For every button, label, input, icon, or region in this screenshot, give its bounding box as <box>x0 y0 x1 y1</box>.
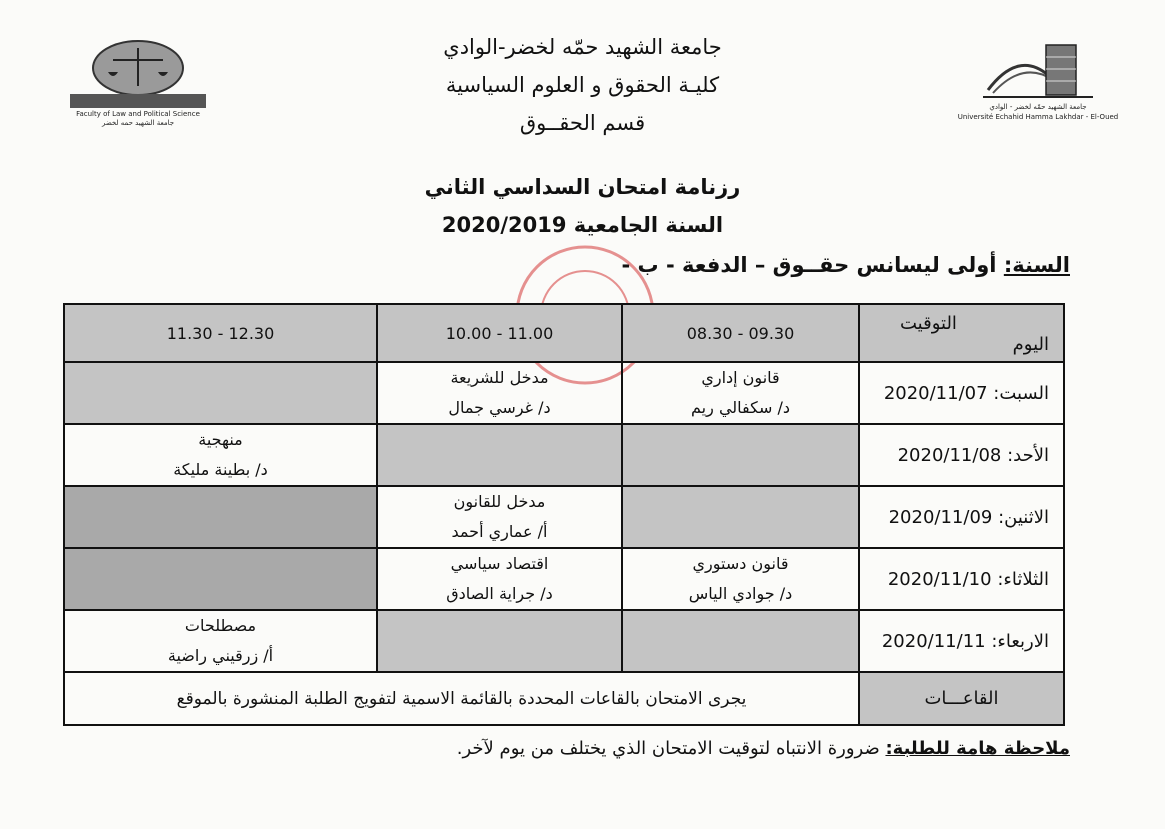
time-header: التوقيت <box>900 313 957 334</box>
document-titles <box>0 168 1165 244</box>
university-logo-caption-ar: جامعة الشهيد حمّه لخضر - الوادي <box>989 103 1087 111</box>
empty-cell <box>622 424 859 486</box>
course-name: قانون دستوري <box>692 554 789 573</box>
empty-cell <box>622 610 859 672</box>
time-slot-3: 11.30 - 12.30 <box>64 304 377 362</box>
teacher-name: أ/ زرقيني راضية <box>167 646 274 665</box>
course-name: مصطلحات <box>184 616 257 635</box>
halls-text: يجرى الامتحان بالقاعات المحددة بالقائمة الاسمية لتفويج الطلبة المنشورة بالموقع <box>64 672 859 725</box>
empty-cell <box>64 362 377 424</box>
table-row <box>64 424 1064 486</box>
document-header <box>0 28 1165 142</box>
empty-cell <box>64 486 377 548</box>
department-name: قسم الحقــوق <box>519 111 646 135</box>
day-cell: السبت: 2020/11/07 <box>859 362 1064 424</box>
course-name: مدخل للشريعة <box>450 368 549 387</box>
table-header-row <box>64 304 1064 362</box>
teacher-name: د/ بطينة مليكة <box>173 460 268 479</box>
teacher-name: د/ سكفالي ريم <box>691 398 790 417</box>
course-name: اقتصاد سياسي <box>450 554 549 573</box>
day-cell: الاثنين: 2020/11/09 <box>859 486 1064 548</box>
faculty-logo-caption-ar: جامعة الشهيد حمه لخضر <box>101 119 175 127</box>
course-name: قانون إداري <box>701 368 780 387</box>
teacher-name: د/ غرسي جمال <box>448 398 551 417</box>
faculty-name: كليـة الحقوق و العلوم السياسية <box>445 73 720 97</box>
day-header: اليوم <box>1012 334 1049 355</box>
faculty-logo-caption-en: Faculty of Law and Political Science <box>76 110 200 118</box>
exam-schedule-table <box>63 303 1065 726</box>
class-label: السنة: <box>1003 253 1070 277</box>
exam-cell <box>64 610 377 672</box>
exam-cell <box>377 548 622 610</box>
table-row <box>64 610 1064 672</box>
empty-cell <box>377 610 622 672</box>
exam-cell <box>622 362 859 424</box>
day-cell: الأحد: 2020/11/08 <box>859 424 1064 486</box>
time-slot-2: 10.00 - 11.00 <box>377 304 622 362</box>
corner-cell <box>859 304 1064 362</box>
table-row <box>64 362 1064 424</box>
table-row <box>64 486 1064 548</box>
class-info <box>622 253 1070 277</box>
teacher-name: د/ جوادي الياس <box>688 584 793 603</box>
time-slot-1: 08.30 - 09.30 <box>622 304 859 362</box>
note-text: ضرورة الانتباه لتوقيت الامتحان الذي يختلف من يوم لآخر. <box>456 738 886 759</box>
course-name: مدخل للقانون <box>453 492 546 511</box>
table-row <box>64 548 1064 610</box>
academic-year: السنة الجامعية 2020/2019 <box>441 213 724 237</box>
student-note <box>457 738 1070 759</box>
halls-label: القاعـــات <box>859 672 1064 725</box>
empty-cell <box>622 486 859 548</box>
class-value: أولى ليسانس حقــوق – الدفعة - ب - <box>621 253 1004 277</box>
day-cell: الثلاثاء: 2020/11/10 <box>859 548 1064 610</box>
university-name: جامعة الشهيد حمّه لخضر-الوادي <box>443 35 722 59</box>
empty-cell <box>64 548 377 610</box>
exam-cell <box>622 548 859 610</box>
teacher-name: أ/ عماري أحمد <box>451 522 548 541</box>
exam-cell <box>64 424 377 486</box>
teacher-name: د/ جراية الصادق <box>446 584 553 603</box>
university-logo-caption-fr: Université Echahid Hamma Lakhdar - El-Oued <box>957 113 1119 121</box>
course-name: منهجية <box>198 430 243 449</box>
exam-cell <box>377 486 622 548</box>
note-label: ملاحظة هامة للطلبة: <box>885 738 1070 759</box>
exam-cell <box>377 362 622 424</box>
page-title: رزنامة امتحان السداسي الثاني <box>424 175 741 199</box>
empty-cell <box>377 424 622 486</box>
halls-row <box>64 672 1064 725</box>
day-cell: الاربعاء: 2020/11/11 <box>859 610 1064 672</box>
